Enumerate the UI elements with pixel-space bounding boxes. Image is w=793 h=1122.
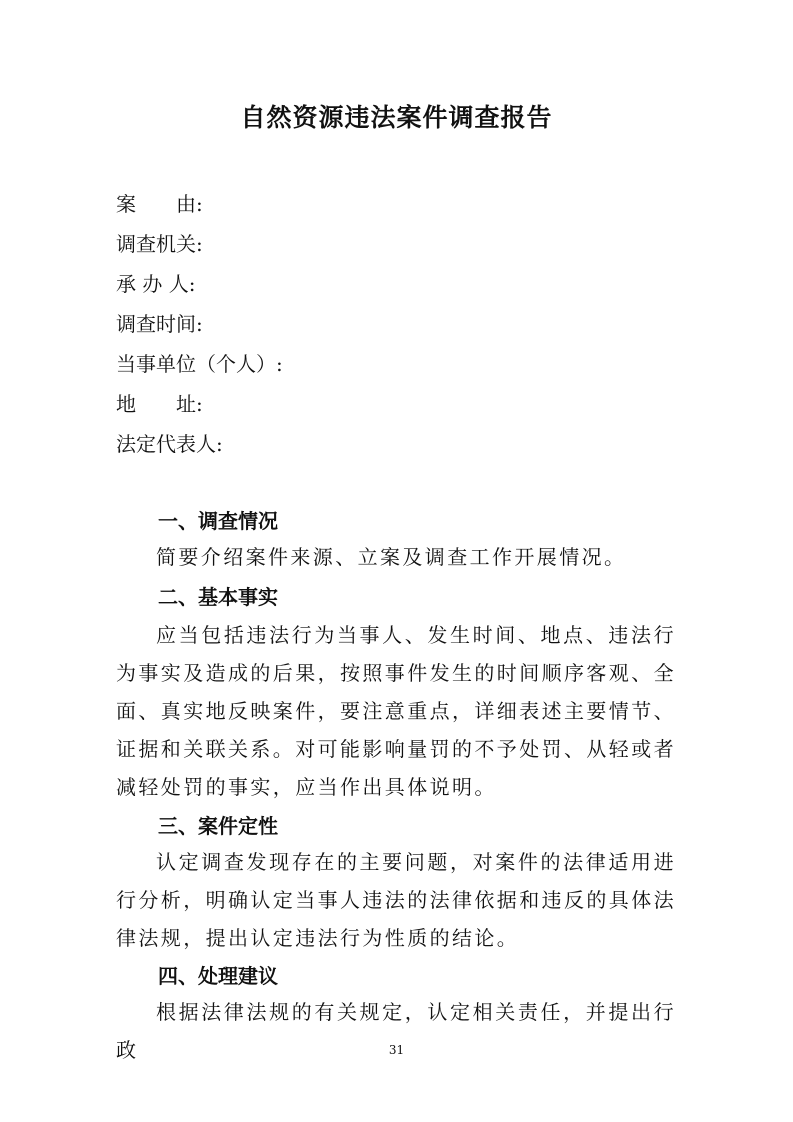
field-party: 当事单位（个人）: — [116, 352, 283, 376]
document-title: 自然资源违法案件调查报告 — [240, 103, 553, 132]
section-heading-handling-suggestion: 四、处理建议 — [158, 964, 278, 988]
field-handler: 承 办 人: — [116, 272, 196, 296]
page-number: 31 — [388, 1043, 405, 1057]
section-heading-basic-facts: 二、基本事实 — [158, 585, 278, 609]
section-text-case-nature: 认定调查发现存在的主要问题，对案件的法律适用进行分析，明确认定当事人违法的法律依据和违反的具体法律法规，提出认定违法行为性质的结论。 — [116, 850, 676, 950]
section-text-basic-facts: 应当包括违法行为当事人、发生时间、地点、违法行为事实及造成的后果，按照事件发生的时间顺序客观、全面、真实地反映案件，要注意重点，详细表述主要情节、证据和关联关系。对可能影响量罚的不予处罚、从轻或者减轻处罚的事实，应当作出具体说明。 — [116, 623, 676, 799]
field-case-cause: 案 由: — [116, 192, 203, 216]
field-investigating-agency: 调查机关: — [116, 232, 203, 256]
section-heading-investigation: 一、调查情况 — [158, 509, 278, 533]
field-address: 地 址: — [116, 392, 203, 416]
section-heading-case-nature: 三、案件定性 — [158, 814, 278, 838]
field-legal-representative: 法定代表人: — [116, 432, 223, 456]
section-text-handling-suggestion: 根据法律法规的有关规定，认定相关责任，并提出行政 — [116, 1000, 676, 1062]
field-investigation-time: 调查时间: — [116, 312, 203, 336]
section-text-investigation: 简要介绍案件来源、立案及调查工作开展情况。 — [156, 545, 627, 569]
